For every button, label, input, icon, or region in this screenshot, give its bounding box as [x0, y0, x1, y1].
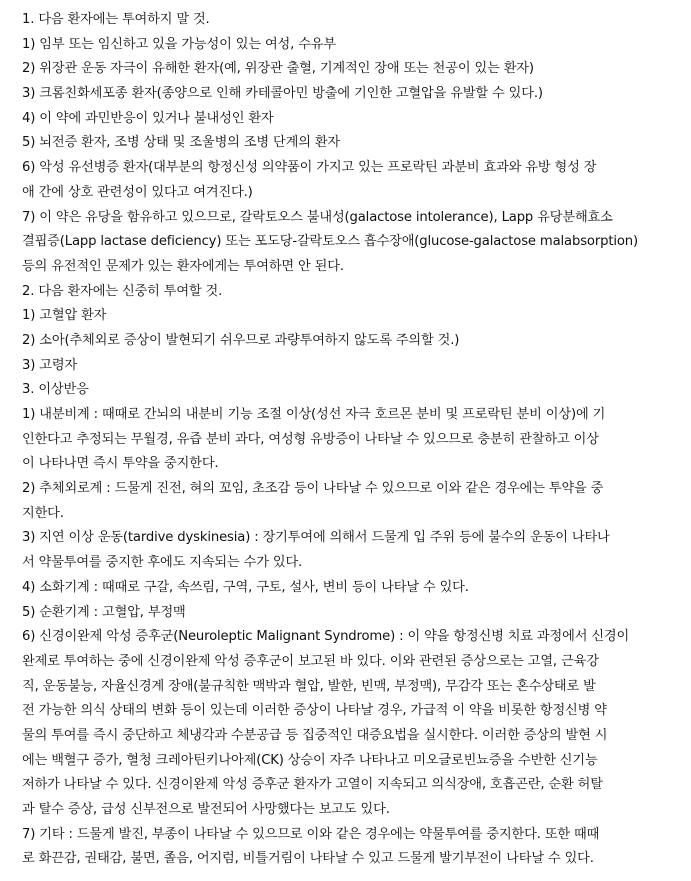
- text-line: 직, 운동불능, 자율신경계 장애(불규칙한 맥박과 혈압, 발한, 빈맥, 부정맥), 무감각 또는 혼수상태로 발: [22, 678, 596, 694]
- text-line: 7) 기타 : 드물게 발진, 부종이 나타날 수 있으므로 이와 같은 경우에는 약물투여를 중지한다. 또한 때때: [22, 826, 600, 842]
- text-line: 4) 이 약에 과민반응이 있거나 불내성인 환자: [22, 110, 274, 126]
- text-line: 서 약물투여를 중지한 후에도 지속되는 수가 있다.: [22, 555, 303, 571]
- text-line: 7) 이 약은 유당을 함유하고 있으므로, 갈락토오스 불내성(galactose intolerance), Lapp 유당분해효소: [22, 209, 613, 225]
- text-line: 3) 크롬친화세포종 환자(종양으로 인해 카테콜아민 방출에 기인한 고혈압을 유발할 수 있다.): [22, 86, 543, 102]
- text-line: 전 가능한 의식 상태의 변화 등이 있는데 이러한 증상이 나타날 경우, 가급적 이 약을 비롯한 항정신병 약: [22, 703, 607, 719]
- text-line: 4) 소화기계 : 때때로 구갈, 속쓰림, 구역, 구토, 설사, 변비 등이 나타날 수 있다.: [22, 579, 469, 595]
- text-line: 인한다고 추정되는 무월경, 유즙 분비 과다, 여성형 유방증이 나타날 수 있으므로 충분히 관찰하고 이상: [22, 431, 599, 447]
- text-line: 5) 순환기계 : 고혈압, 부정맥: [22, 604, 186, 620]
- text-line: 1) 임부 또는 임신하고 있을 가능성이 있는 여성, 수유부: [22, 36, 336, 52]
- text-line: 2) 위장관 운동 자극이 유해한 환자(예, 위장관 출혈, 기계적인 장애 또는 천공이 있는 환자): [22, 61, 534, 77]
- text-line: 물의 투여를 즉시 중단하고 체냉각과 수분공급 등 집중적인 대증요법을 실시한다. 이러한 증상의 발현 시: [22, 727, 608, 743]
- text-line: 3) 지연 이상 운동(tardive dyskinesia) : 장기투여에 의해서 드물게 입 주위 등에 불수의 운동이 나타나: [22, 530, 610, 546]
- text-line: 완제로 투여하는 중에 신경이완제 악성 증후군이 보고된 바 있다. 이와 관련된 증상으로는 고열, 근육강: [22, 653, 599, 669]
- text-line: 애 간에 상호 관련성이 있다고 여겨진다.): [22, 184, 253, 200]
- text-line: 2) 추체외로계 : 드물게 진전, 혀의 꼬임, 초조감 등이 나타날 수 있으므로 이와 같은 경우에는 투약을 중: [22, 481, 604, 497]
- text-line: 3) 고령자: [22, 357, 78, 373]
- text-line: 과 탈수 증상, 급성 신부전으로 발전되어 사망했다는 보고도 있다.: [22, 802, 390, 817]
- text-line: 1) 고혈압 환자: [22, 308, 107, 324]
- text-line: 지한다.: [22, 505, 64, 521]
- text-line: 6) 악성 유선병증 환자(대부분의 항정신성 의약품이 가지고 있는 프로락틴 과분비 효과와 유방 형성 장: [22, 160, 597, 176]
- text-line: 에는 백혈구 증가, 혈청 크레아틴키나아제(CK) 상승이 자주 나타나고 미오글로빈뇨증을 수반한 신기능: [22, 752, 598, 768]
- text-line: 등의 유전적인 문제가 있는 환자에게는 투여하면 안 된다.: [22, 258, 344, 274]
- text-line: 1. 다음 환자에는 투여하지 말 것.: [22, 12, 210, 27]
- text-line: 저하가 나타날 수 있다. 신경이완제 악성 증후군 환자가 고열이 지속되고 의식장애, 호흡곤란, 순환 허탈: [22, 777, 603, 793]
- text-line: 5) 뇌전증 환자, 조병 상태 및 조울병의 조병 단계의 환자: [22, 135, 341, 151]
- text-line: 결핍증(Lapp lactase deficiency) 또는 포도당-갈락토오스 흡수장애(glucose-galactose malabsorption): [22, 234, 638, 250]
- text-line: 6) 신경이완제 악성 증후군(Neuroleptic Malignant Syndrome) : 이 약을 항정신병 치료 과정에서 신경이: [22, 629, 630, 645]
- text-line: 로 화끈감, 권태감, 불면, 졸음, 어지럼, 비틀거림이 나타날 수 있고 드물게 발기부전이 나타날 수 있다.: [22, 851, 594, 867]
- text-line: 3. 이상반응: [22, 382, 89, 398]
- text-line: 2. 다음 환자에는 신중히 투여할 것.: [22, 283, 223, 299]
- text-line: 1) 내분비계 : 때때로 간뇌의 내분비 기능 조절 이상(성선 자극 호르몬 분비 및 프로락틴 분비 이상)에 기: [22, 407, 606, 422]
- text-line: 이 나타나면 즉시 투약을 중지한다.: [22, 456, 219, 472]
- text-line: 2) 소아(추체외로 증상이 발현되기 쉬우므로 과량투여하지 않도록 주의할 것.): [22, 332, 460, 348]
